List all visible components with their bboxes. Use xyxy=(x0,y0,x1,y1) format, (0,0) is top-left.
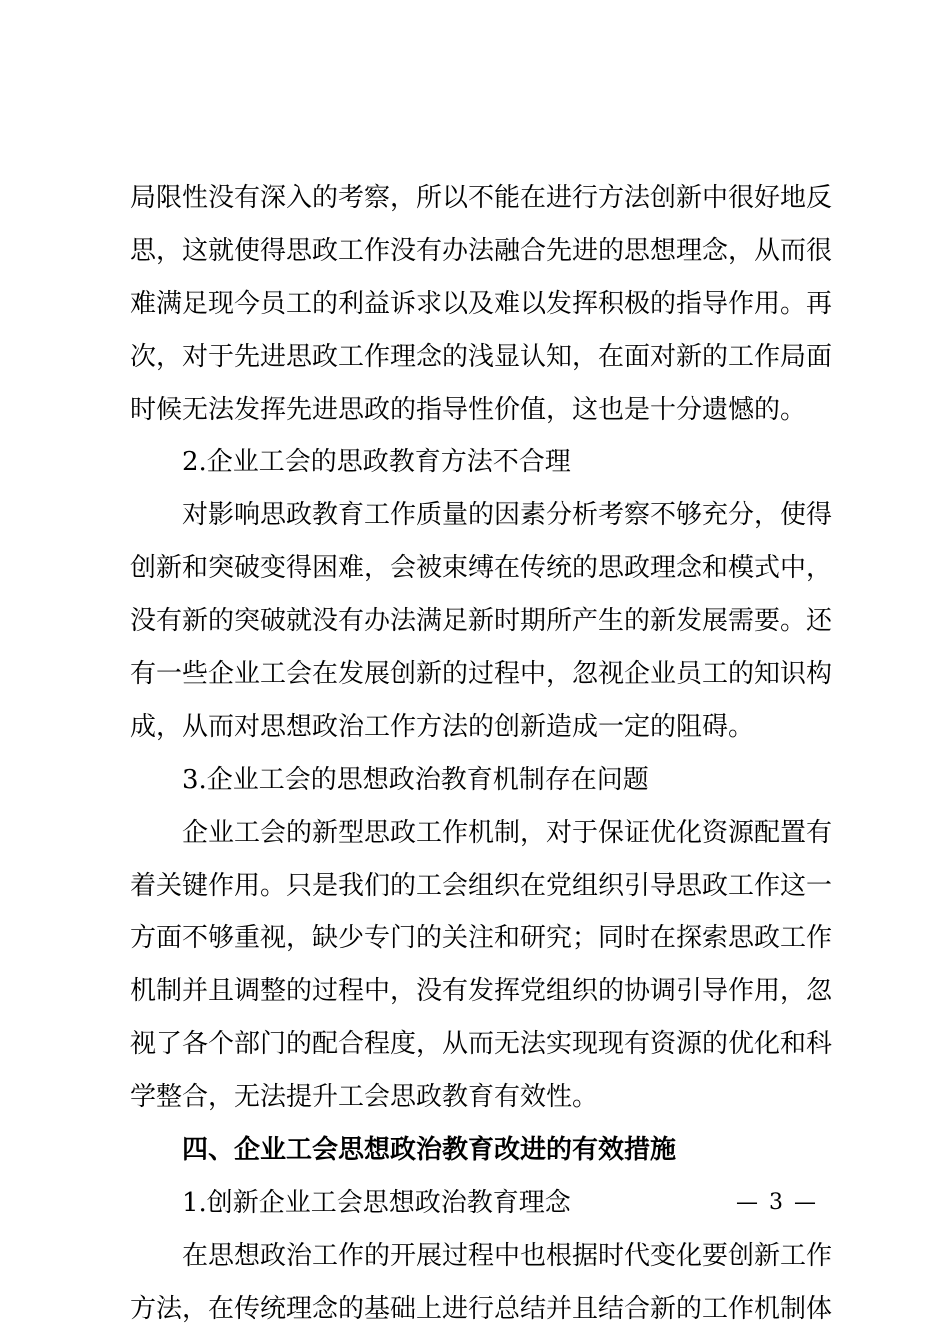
text-line: 难满足现今员工的利益诉求以及难以发挥积极的指导作用。再 xyxy=(130,288,833,319)
text-line: 方法，在传统理念的基础上进行总结并且结合新的工作机制体 xyxy=(130,1293,833,1324)
text-line: 没有新的突破就没有办法满足新时期所产生的新发展需要。还 xyxy=(130,606,833,637)
text-line: 局限性没有深入的考察，所以不能在进行方法创新中很好地反 xyxy=(130,183,833,213)
text-line: 视了各个部门的配合程度，从而无法实现现有资源的优化和科 xyxy=(130,1029,833,1060)
text-line: 学整合，无法提升工会思政教育有效性。 xyxy=(130,1082,599,1113)
text-line: 对影响思政教育工作质量的因素分析考察不够充分，使得 xyxy=(182,500,833,531)
text-line: 着关键作用。只是我们的工会组织在党组织引导思政工作这一 xyxy=(130,870,833,901)
text-line: 思，这就使得思政工作没有办法融合先进的思想理念，从而很 xyxy=(130,235,833,266)
text-line: 次，对于先进思政工作理念的浅显认知，在面对新的工作局面 xyxy=(130,341,833,372)
text-line: 在思想政治工作的开展过程中也根据时代变化要创新工作 xyxy=(182,1240,833,1271)
text-line: 有一些企业工会在发展创新的过程中，忽视企业员工的知识构 xyxy=(130,659,833,690)
subsection-heading: 3.企业工会的思想政治教育机制存在问题 xyxy=(182,764,649,795)
subsection-heading: 2.企业工会的思政教育方法不合理 xyxy=(182,447,571,478)
section-heading: 四、企业工会思想政治教育改进的有效措施 xyxy=(182,1135,677,1166)
subsection-heading: 1.创新企业工会思想政治教育理念 xyxy=(182,1187,571,1218)
text-line: 方面不够重视，缺少专门的关注和研究；同时在探索思政工作 xyxy=(130,923,833,954)
body-text xyxy=(130,172,833,1336)
text-line: 创新和突破变得困难，会被束缚在传统的思政理念和模式中， xyxy=(130,553,833,584)
text-line: 成，从而对思想政治工作方法的创新造成一定的阻碍。 xyxy=(130,711,755,742)
page-number: — 3 — xyxy=(736,1190,818,1215)
text-line: 企业工会的新型思政工作机制，对于保证优化资源配置有 xyxy=(182,817,833,848)
text-line: 时候无法发挥先进思政的指导性价值，这也是十分遗憾的。 xyxy=(130,394,807,425)
text-line: 机制并且调整的过程中，没有发挥党组织的协调引导作用，忽 xyxy=(130,976,833,1007)
